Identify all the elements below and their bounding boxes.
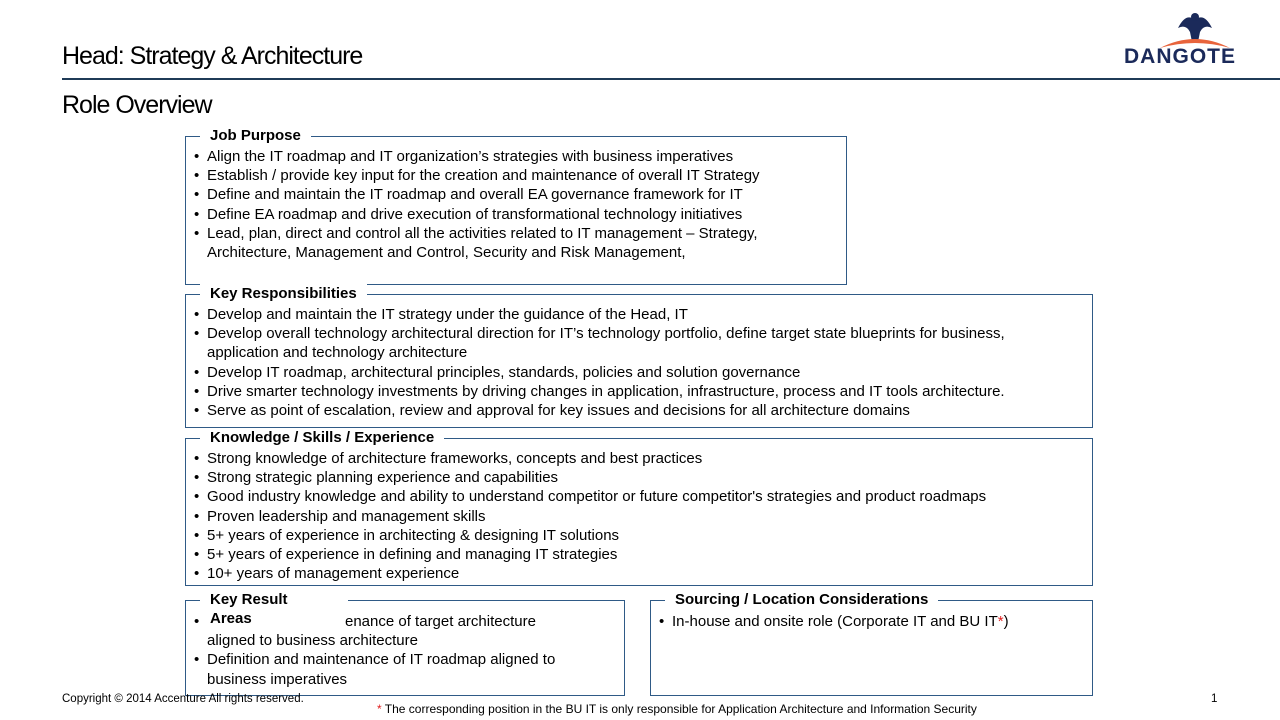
list-item: • Define EA roadmap and drive execution of transformational technology initiatives: [194, 205, 838, 224]
footnote-text: The corresponding position in the BU IT is only responsible for Application Architecture and Information Security: [381, 702, 977, 716]
list-item: • Drive smarter technology investments by driving changes in application, infrastructure, process and IT tools architecture.: [194, 382, 1084, 401]
sourcing-label: Sourcing / Location Considerations: [665, 590, 938, 609]
page-number: 1: [1211, 693, 1218, 705]
logo-text: DANGOTE: [1124, 45, 1236, 68]
slide-subtitle: Role Overview: [62, 91, 212, 119]
list-item: • Develop and maintain the IT strategy under the guidance of the Head, IT: [194, 305, 1084, 324]
key-result-label-line1: Key Result: [210, 591, 288, 608]
list-item: • 10+ years of management experience: [194, 564, 1084, 583]
sourcing-item-text: In-house and onsite role (Corporate IT and BU IT: [672, 613, 998, 630]
key-result-item1-line2: aligned to business architecture: [207, 632, 418, 650]
key-result-item1-line1: enance of target architecture: [345, 613, 536, 630]
list-item: • Strong knowledge of architecture frameworks, concepts and best practices: [194, 449, 1084, 468]
list-item: • 5+ years of experience in defining and managing IT strategies: [194, 545, 1084, 564]
list-item: • Develop IT roadmap, architectural principles, standards, policies and solution governance: [194, 363, 1084, 382]
copyright: Copyright © 2014 Accenture All rights reserved.: [62, 693, 304, 705]
key-responsibilities-box: [185, 285, 1093, 428]
job-purpose-label: Job Purpose: [200, 126, 311, 145]
title-divider: [62, 78, 1280, 80]
list-item: • Define and maintain the IT roadmap and overall EA governance framework for IT: [194, 185, 838, 204]
list-item: • Strong strategic planning experience and capabilities: [194, 468, 1084, 487]
list-item: • Align the IT roadmap and IT organization’s strategies with business imperatives: [194, 147, 838, 166]
list-item: • Definition and maintenance of IT roadmap aligned to business imperatives: [194, 650, 616, 688]
list-item: • Establish / provide key input for the creation and maintenance of overall IT Strategy: [194, 166, 838, 185]
job-purpose-box: [185, 127, 847, 285]
sourcing-box: [650, 591, 1093, 696]
key-result-areas-box: [185, 591, 625, 696]
key-responsibilities-label: Key Responsibilities: [200, 284, 367, 303]
list-item: • 5+ years of experience in architecting & designing IT solutions: [194, 526, 1084, 545]
list-item: • Proven leadership and management skills: [194, 507, 1084, 526]
list-item: • Serve as point of escalation, review and approval for key issues and decisions for all architecture domains: [194, 401, 1084, 420]
list-item: • Good industry knowledge and ability to understand competitor or future competitor's strategies and product roadmaps: [194, 487, 1084, 506]
knowledge-skills-label: Knowledge / Skills / Experience: [200, 428, 444, 447]
knowledge-skills-box: [185, 429, 1093, 586]
footnote-asterisk: *: [377, 702, 382, 716]
footnote: [377, 702, 977, 716]
list-item: • Develop overall technology architectural direction for IT’s technology portfolio, define target state blueprints for business, application and technology architecture: [194, 324, 1084, 362]
key-result-label-line2: Areas: [210, 610, 252, 627]
list-item: [194, 612, 616, 650]
slide-title: Head: Strategy & Architecture: [62, 42, 363, 70]
asterisk: *: [997, 613, 1004, 630]
list-item: [659, 612, 1084, 631]
list-item: • Lead, plan, direct and control all the activities related to IT management – Strategy, Architecture, Management and Control, Security and Risk Management,: [194, 224, 838, 262]
sourcing-item-close: ): [1003, 613, 1009, 630]
